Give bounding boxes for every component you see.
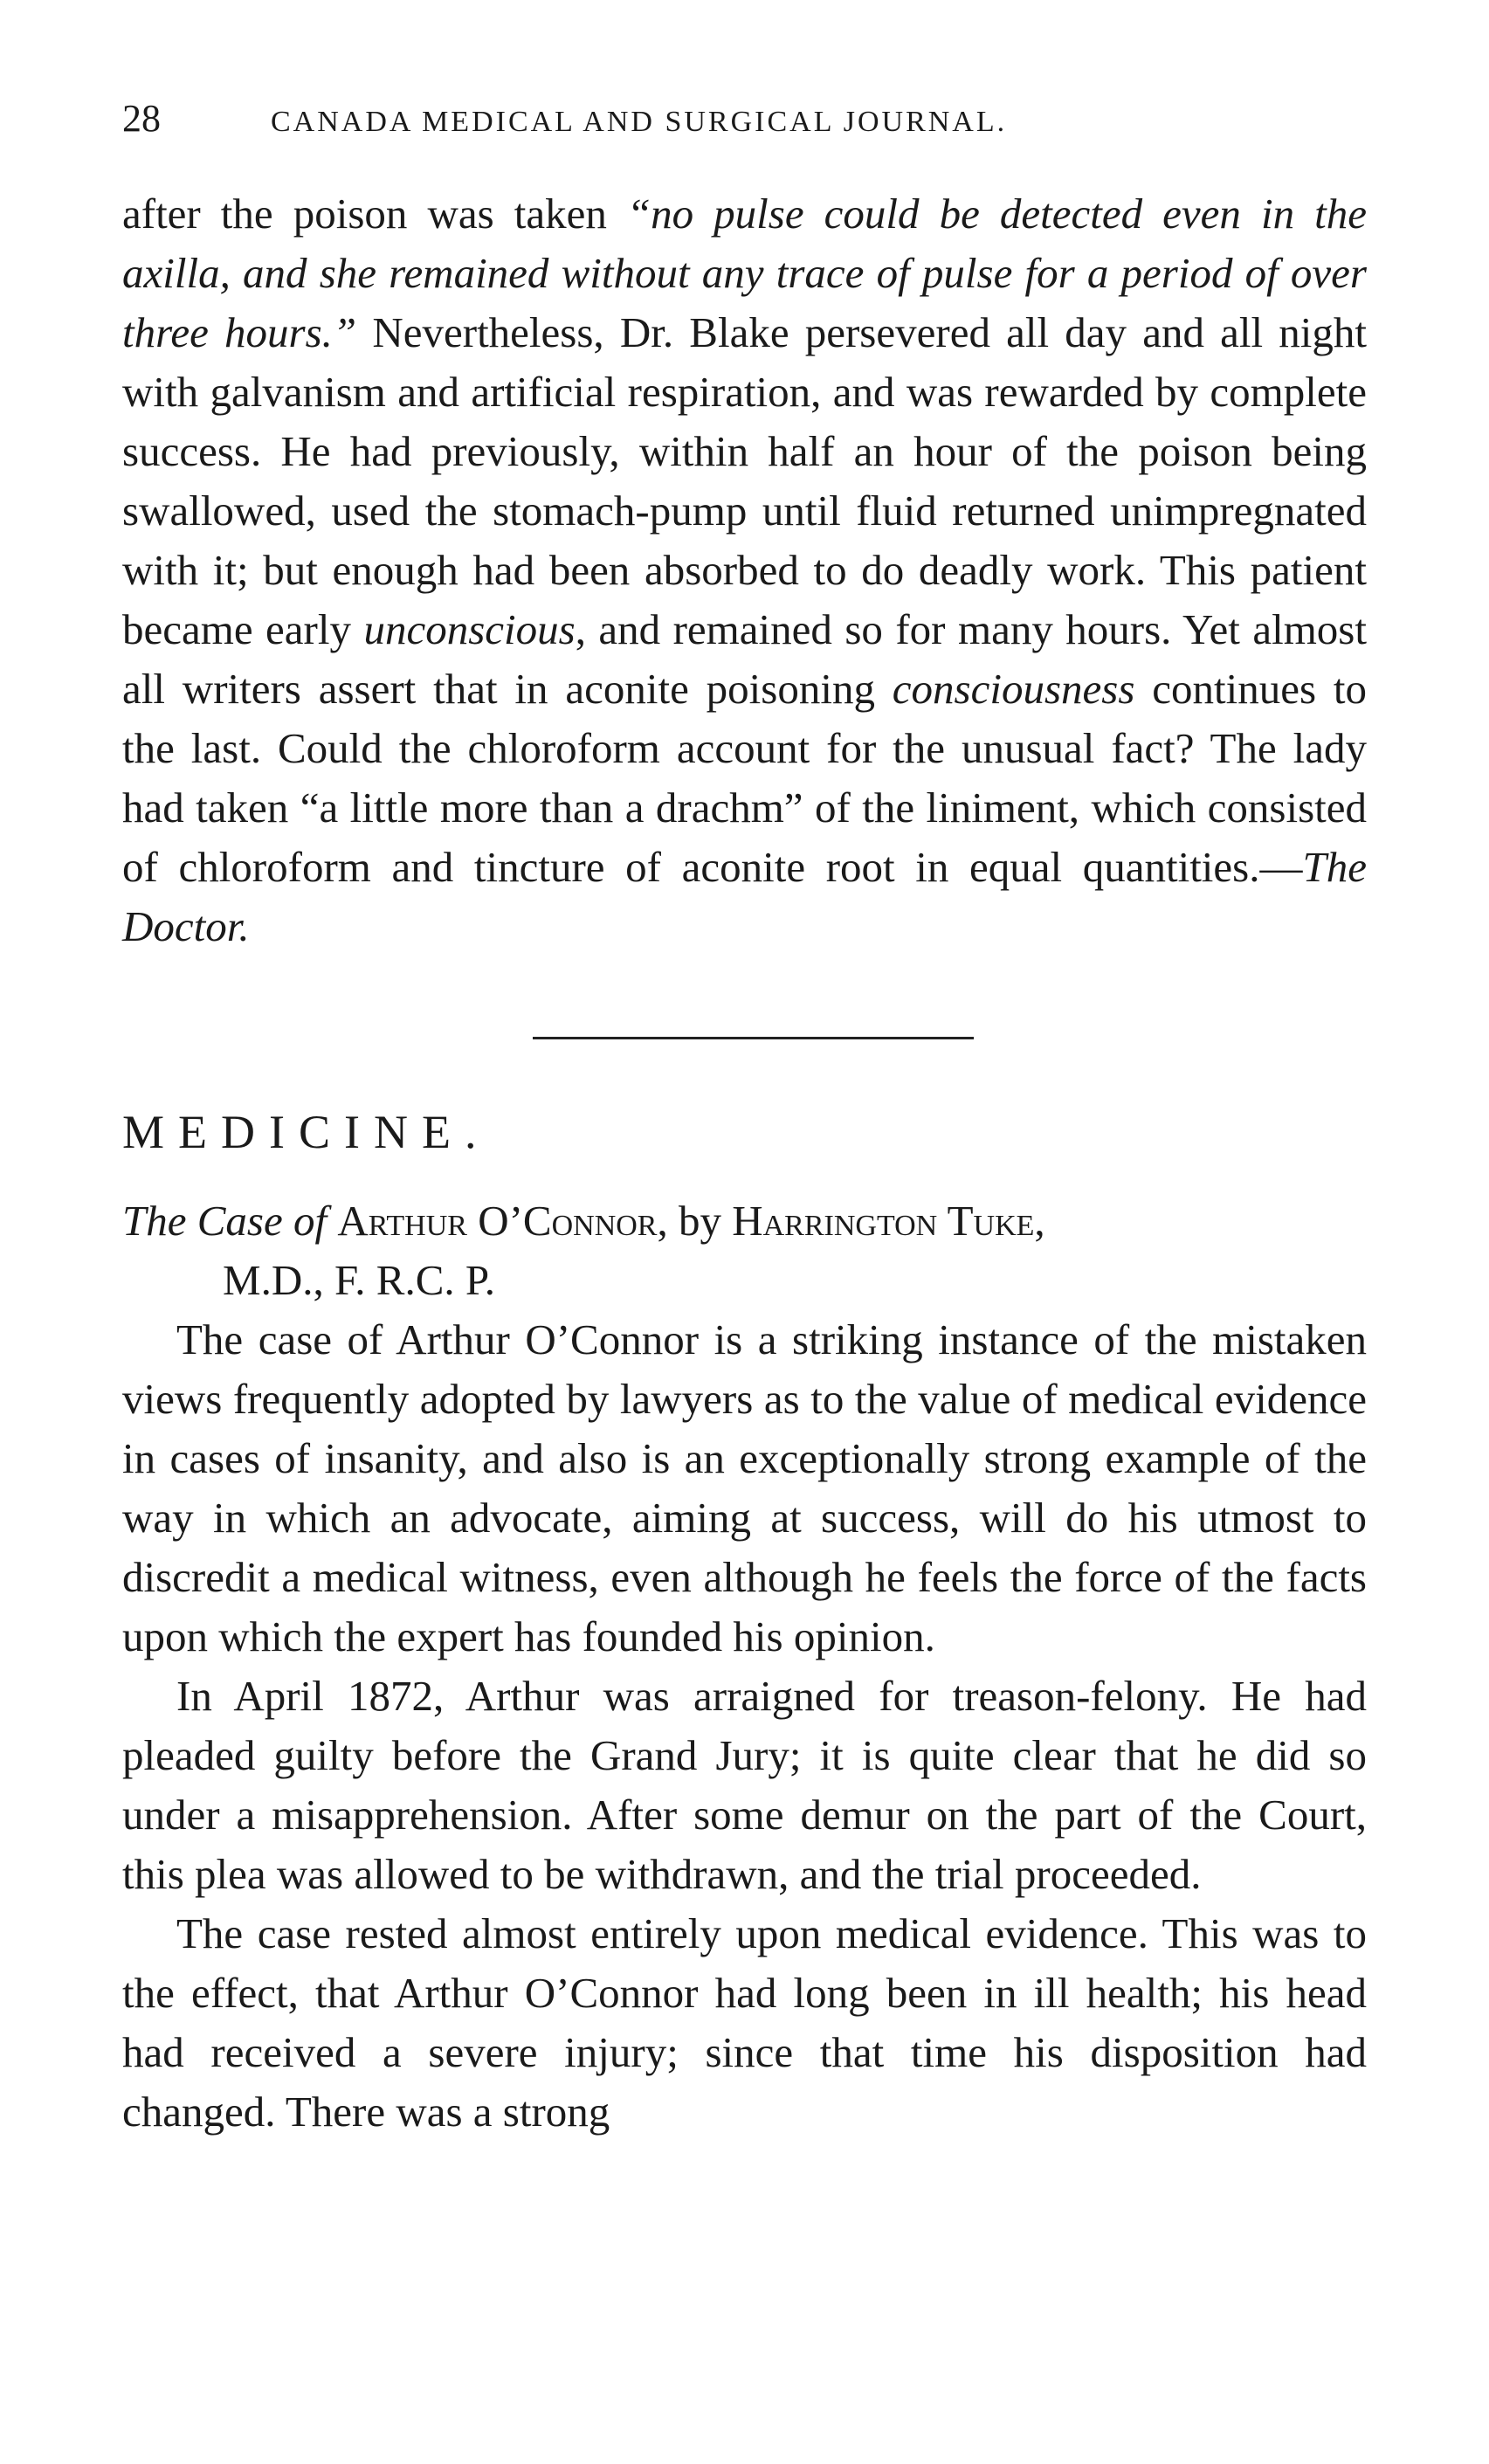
article-paragraph: In April 1872, Arthur was arraigned for treason-felony. He had pleaded guilty before the Grand Jury; it is quite clear that he did so under a misapprehension. After some demur on the part of the Court, this plea was allowed to be withdrawn, and the trial proceeded.	[122, 1672, 1367, 1898]
author-credentials: M.D., F. R.C. P.	[223, 1256, 495, 1304]
case-title	[122, 1191, 1367, 1310]
page	[122, 96, 1367, 2142]
article-paragraph: The case of Arthur O’Connor is a striking instance of the mistaken views frequently adopted by lawyers as to the value of medical evidence in cases of insanity, and also is an exceptionally strong example of the way in which an advocate, aiming at success, will do his utmost to discredit a medical witness, even although he feels the force of the facts upon which the expert has founded his opinion.	[122, 1315, 1367, 1660]
continuation-paragraph	[122, 184, 1367, 956]
unconscious-emphasis: unconscious	[363, 605, 576, 653]
section-heading: MEDICINE.	[122, 1106, 491, 1158]
case-author: Harrington Tuke,	[732, 1197, 1045, 1245]
case-subject: Arthur O’Connor,	[337, 1197, 668, 1245]
continuation-text-1: after the poison was taken	[122, 190, 627, 238]
consciousness-emphasis: consciousness	[892, 665, 1135, 713]
continuation-text-2: Nevertheless, Dr. Blake persevered all day and all night with galvanism and artificial respiration, and was rewarded by complete success. He had previously, within half an hour of the poison being swallowed, used the stomach-pump until fluid returned unimpregnated with it; but enough had been absorbed to do deadly work. This patient became early	[122, 308, 1367, 653]
case-title-italic: The Case of	[122, 1197, 327, 1245]
section-divider	[533, 1037, 974, 1039]
pulse-quote: “no pulse could be detected even in the axilla, and she remained without any trace of pulse for a period of over three hours.”	[122, 190, 1367, 356]
source-citation: The Doctor.	[122, 843, 1367, 950]
continuation-text-3: , and remained so for many hours. Yet almost all writers assert that in aconite poisoning	[122, 605, 1367, 713]
journal-title: CANADA MEDICAL AND SURGICAL JOURNAL.	[271, 106, 1008, 138]
continuation-text-4: continues to the last. Could the chloroform account for the unusual fact? The lady had taken “a little more than a drachm” of the liniment, which consisted of chloroform and tincture of aconite root in equal quantities.—	[122, 665, 1367, 891]
running-header	[122, 96, 1367, 141]
page-number: 28	[122, 97, 161, 140]
article-paragraph: The case rested almost entirely upon medical evidence. This was to the effect, that Arthur O’Connor had long been in ill health; his head had received a severe injury; since that time his disposition had changed. There was a strong	[122, 1909, 1367, 2136]
case-by: by	[678, 1197, 721, 1245]
body-text	[122, 184, 1367, 2142]
